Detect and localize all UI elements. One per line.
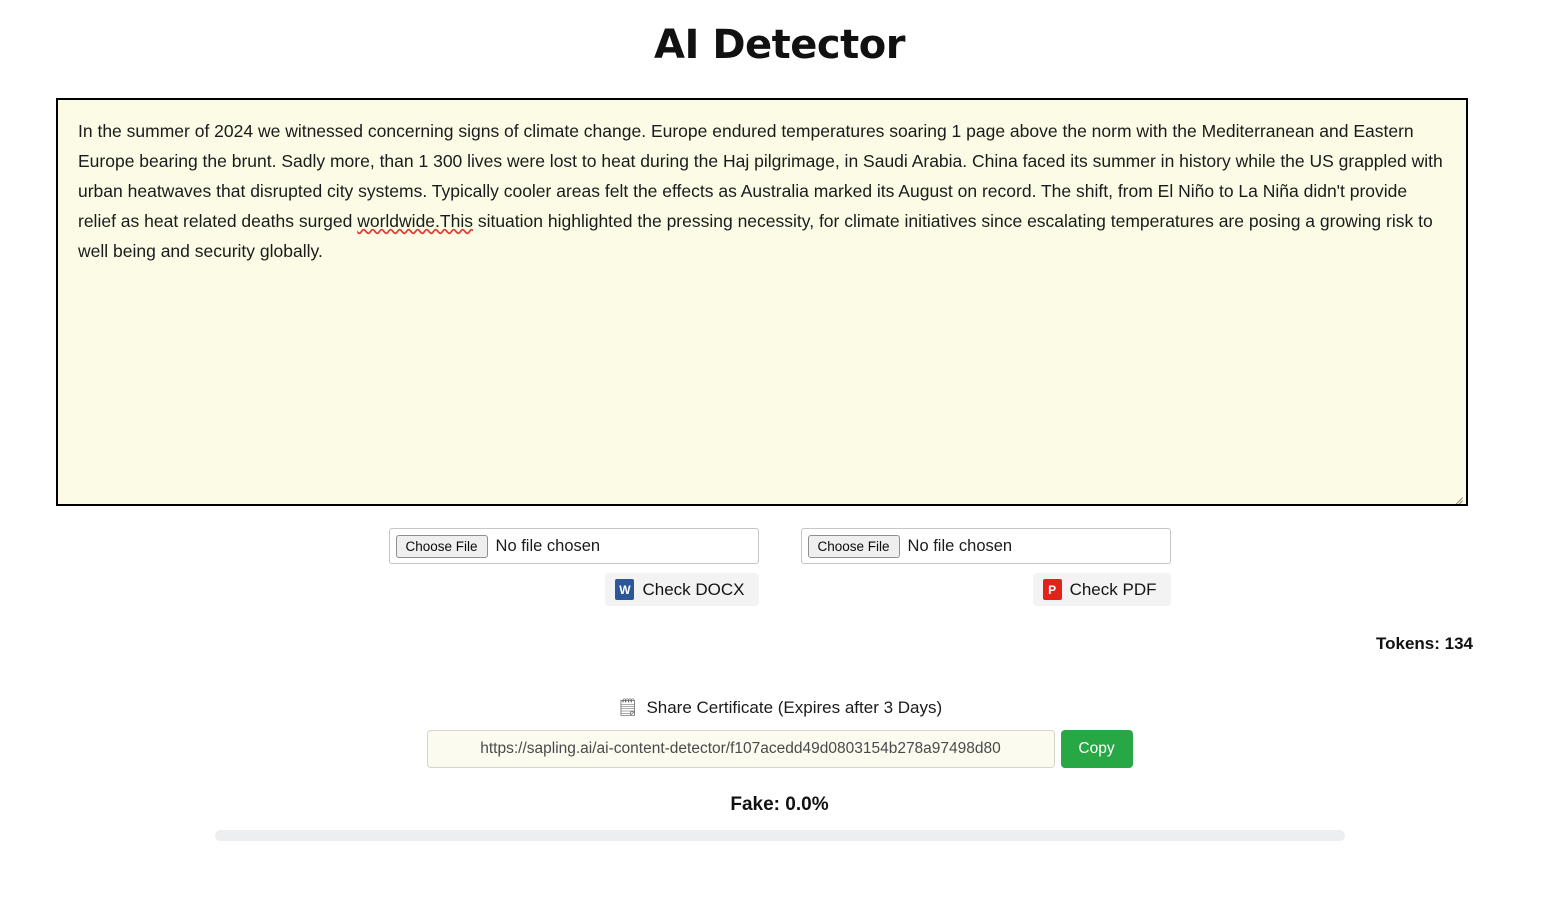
copy-button[interactable]: Copy [1061, 730, 1133, 768]
share-certificate-label [617, 698, 942, 718]
check-pdf-label: Check PDF [1069, 579, 1157, 599]
editor-paragraph [78, 116, 1444, 266]
certificate-icon: 🗒 [616, 698, 639, 717]
token-count: Tokens: 134 [1375, 634, 1473, 653]
ai-detector-page [0, 22, 1559, 913]
check-docx-label: Check DOCX [642, 579, 745, 599]
pdf-file-name: No file chosen [907, 536, 1013, 555]
file-upload-row [0, 528, 1559, 606]
text-input-area[interactable] [56, 98, 1468, 506]
fake-score-label: Fake: 0.0% [730, 794, 829, 815]
editor-section [56, 98, 1503, 506]
editor-text-part1: In the summer of 2024 we witnessed concerning signs of climate change. Europe endured temperatures soaring 1 page above the norm with the Mediterranean and Eastern Europe bearing the brunt. Sadly more, than 1 300 lives were lost to heat during the Haj pilgrimage, in Saudi Arabia. China faced its summer in history while the US grappled with urban heatwaves that disrupted city systems. Typically cooler areas felt the effects as Australia marked its August on record. The shift, from El Niño to La Niña didn't provide relief as heat related deaths surged [78, 121, 1443, 231]
editor-spelling-error: worldwide.This [357, 211, 473, 231]
docx-choose-file-button[interactable]: Choose File [396, 535, 488, 558]
pdf-choose-file-button[interactable]: Choose File [808, 535, 900, 558]
check-docx-button[interactable] [605, 573, 758, 606]
share-url-field[interactable]: https://sapling.ai/ai-content-detector/f107acedd49d0803154b278a97498d80 [427, 730, 1055, 768]
editor-text-part2: situation highlighted the pressing necessity, for climate initiatives since escalating temperatures are posing a growing risk to well being and security globally. [78, 211, 1433, 261]
page-title: AI Detector [654, 22, 905, 68]
pdf-upload-group [801, 528, 1171, 606]
docx-upload-group [389, 528, 759, 606]
docx-file-name: No file chosen [495, 536, 601, 555]
pdf-file-icon: P [1043, 579, 1062, 600]
pdf-file-input[interactable] [801, 528, 1171, 564]
check-pdf-button[interactable] [1033, 573, 1171, 606]
share-certificate-section [0, 698, 1559, 768]
resize-handle-icon[interactable] [1451, 489, 1463, 501]
word-file-icon: W [615, 579, 634, 600]
fake-score-progress-track [215, 830, 1345, 841]
docx-file-input[interactable] [389, 528, 759, 564]
share-certificate-text: Share Certificate (Expires after 3 Days) [646, 698, 943, 717]
share-url-row [0, 730, 1559, 768]
